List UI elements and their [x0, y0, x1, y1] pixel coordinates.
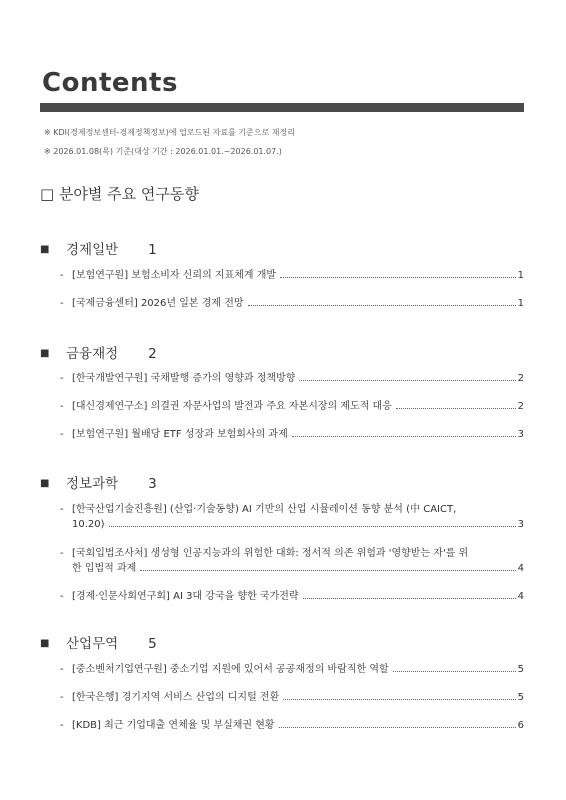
entry-title: [KDB] 최근 기업대출 연체율 및 부실채권 현황 — [72, 720, 275, 731]
category-page: 5 — [148, 636, 157, 652]
entry-page: 1 — [517, 270, 524, 281]
entry-title: [한국은행] 경기지역 서비스 산업의 디지털 전환 — [72, 692, 280, 703]
dot-leader — [396, 408, 516, 409]
entry-title: 한 입법적 과제 — [72, 563, 137, 574]
entry-title: [국제금융센터] 2026년 일본 경제 전망 — [72, 298, 244, 309]
category-name: 정보과학 — [66, 476, 119, 492]
title-divider — [40, 103, 524, 112]
square-bullet-icon: ■ — [40, 348, 50, 359]
category-heading[interactable] — [40, 632, 157, 652]
entry-dash: - — [60, 720, 64, 731]
dot-leader — [279, 727, 516, 728]
category-heading[interactable] — [40, 472, 157, 492]
square-bullet-icon: ■ — [40, 244, 50, 255]
square-bullet-icon: ■ — [40, 478, 50, 489]
entry-page: 2 — [517, 401, 524, 412]
category-heading[interactable] — [40, 238, 157, 258]
entry-dash: - — [60, 548, 64, 559]
toc-entry[interactable] — [60, 718, 524, 733]
entry-dash: - — [60, 401, 64, 412]
entry-title: 10.20) — [72, 519, 105, 530]
dot-leader — [248, 305, 516, 306]
category-page: 1 — [148, 242, 157, 258]
category-page: 3 — [148, 476, 157, 492]
page-title: Contents — [42, 68, 178, 98]
toc-entry[interactable] — [60, 502, 524, 532]
entry-page: 5 — [517, 664, 524, 675]
entry-page: 6 — [517, 720, 524, 731]
toc-entry[interactable] — [60, 690, 524, 705]
entry-page: 4 — [517, 563, 524, 574]
dot-leader — [299, 380, 515, 381]
dot-leader — [109, 526, 516, 527]
entry-page: 3 — [517, 519, 524, 530]
entry-title: [한국개발연구원] 국채발행 증가의 영향과 정책방향 — [72, 373, 296, 384]
dot-leader — [303, 598, 516, 599]
entry-title: [보험연구원] 보험소비자 신뢰의 지표체계 개발 — [72, 270, 277, 281]
dot-leader — [280, 277, 516, 278]
period-note: ※ 2026.01.08(목) 기준(대상 기간 : 2026.01.01.~2026.01.07.) — [44, 147, 282, 156]
category-page: 2 — [148, 346, 157, 362]
entry-page: 3 — [517, 429, 524, 440]
square-bullet-icon: ■ — [40, 638, 50, 649]
toc-entry[interactable] — [60, 589, 524, 604]
entry-title: [경제·인문사회연구회] AI 3대 강국을 향한 국가전략 — [72, 591, 299, 602]
entry-dash: - — [60, 504, 64, 515]
entry-page: 4 — [517, 591, 524, 602]
entry-title-line1: [국회입법조사처] 생성형 인공지능과의 위험한 대화: 정서적 의존 위험과 '영향받는 자'를 위 — [72, 548, 469, 559]
entry-dash: - — [60, 373, 64, 384]
toc-entry[interactable] — [60, 662, 524, 677]
entry-dash: - — [60, 270, 64, 281]
toc-entry[interactable] — [60, 546, 524, 576]
entry-dash: - — [60, 298, 64, 309]
dot-leader — [283, 699, 515, 700]
section-title: □ 분야별 주요 연구동향 — [40, 185, 199, 203]
entry-page: 2 — [517, 373, 524, 384]
dot-leader — [393, 671, 516, 672]
toc-entry[interactable] — [60, 296, 524, 311]
category-heading[interactable] — [40, 342, 157, 362]
dot-leader — [140, 570, 515, 571]
source-note: ※ KDI(경제정보센터-경제정책정보)에 업로드된 자료를 기준으로 재정리 — [44, 128, 295, 137]
dot-leader — [292, 436, 516, 437]
category-name: 산업무역 — [66, 636, 119, 652]
category-name: 금융재정 — [66, 346, 119, 362]
entry-page: 1 — [517, 298, 524, 309]
entry-title: [대신경제연구소] 의결권 자문사업의 발전과 주요 자본시장의 제도적 대응 — [72, 401, 392, 412]
toc-entry[interactable] — [60, 427, 524, 442]
category-name: 경제일반 — [66, 242, 119, 258]
entry-dash: - — [60, 692, 64, 703]
entry-dash: - — [60, 591, 64, 602]
entry-title: [중소벤처기업연구원] 중소기업 지원에 있어서 공공재정의 바람직한 역할 — [72, 664, 389, 675]
entry-dash: - — [60, 664, 64, 675]
toc-entry[interactable] — [60, 399, 524, 414]
toc-entry[interactable] — [60, 268, 524, 283]
entry-dash: - — [60, 429, 64, 440]
toc-entry[interactable] — [60, 371, 524, 386]
entry-title: [보험연구원] 월배당 ETF 성장과 보험회사의 과제 — [72, 429, 288, 440]
entry-title-line1: [한국산업기술진흥원] (산업·기술동향) AI 기반의 산업 시뮬레이션 동향 분석 (中 CAICT, — [72, 504, 457, 515]
entry-page: 5 — [517, 692, 524, 703]
